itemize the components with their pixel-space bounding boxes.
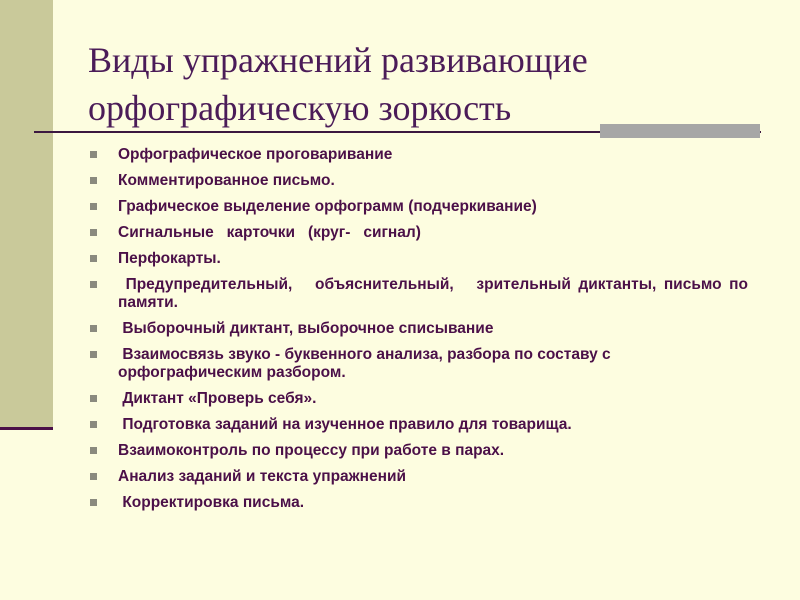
list-item	[88, 390, 748, 408]
square-bullet-icon	[90, 473, 97, 480]
list-item	[88, 320, 748, 338]
list-item	[88, 442, 748, 460]
square-bullet-icon	[90, 421, 97, 428]
square-bullet-icon	[90, 499, 97, 506]
list-item	[88, 146, 748, 164]
slide-title-line-2: орфографическую зоркость	[88, 88, 512, 128]
square-bullet-icon	[90, 325, 97, 332]
title-accent-block	[600, 124, 760, 138]
square-bullet-icon	[90, 395, 97, 402]
list-item-text: Анализ заданий и текста упражнений	[118, 468, 407, 485]
list-item-text: Перфокарты.	[118, 250, 221, 267]
list-item-text: Подготовка заданий на изученное правило для товарища.	[118, 416, 572, 433]
list-item	[88, 276, 753, 312]
list-item	[88, 468, 748, 486]
list-item	[88, 494, 748, 512]
list-item	[88, 224, 748, 242]
list-item-text: Взаимосвязь звуко - буквенного анализа, разбора по составу с орфографическим разбором.	[118, 346, 615, 381]
list-item-text: Комментированное письмо.	[118, 172, 335, 189]
list-item-text: Взаимоконтроль по процессу при работе в парах.	[118, 442, 505, 459]
square-bullet-icon	[90, 255, 97, 262]
list-item	[88, 416, 748, 434]
list-item-text: Сигнальные карточки (круг- сигнал)	[118, 224, 421, 241]
left-decor-line	[0, 427, 53, 430]
list-item-text: Диктант «Проверь себя».	[118, 390, 317, 407]
list-item-text: Орфографическое проговаривание	[118, 146, 393, 163]
bullet-list	[88, 146, 753, 520]
list-item-text: Корректировка письма.	[118, 494, 305, 511]
square-bullet-icon	[90, 281, 97, 288]
left-decor-bar	[0, 0, 53, 427]
list-item	[88, 198, 748, 216]
list-item	[88, 172, 748, 190]
square-bullet-icon	[90, 151, 97, 158]
square-bullet-icon	[90, 203, 97, 210]
list-item-text: Предупредительный, объяснительный, зрительный диктанты, письмо по памяти.	[118, 276, 753, 311]
slide-title	[88, 36, 768, 132]
list-item	[88, 250, 748, 268]
list-item-text: Выборочный диктант, выборочное списывание	[118, 320, 494, 337]
square-bullet-icon	[90, 447, 97, 454]
square-bullet-icon	[90, 229, 97, 236]
list-item-text: Графическое выделение орфограмм (подчеркивание)	[118, 198, 537, 215]
square-bullet-icon	[90, 177, 97, 184]
square-bullet-icon	[90, 351, 97, 358]
list-item	[88, 346, 748, 382]
slide-title-line-1: Виды упражнений развивающие	[88, 40, 588, 80]
